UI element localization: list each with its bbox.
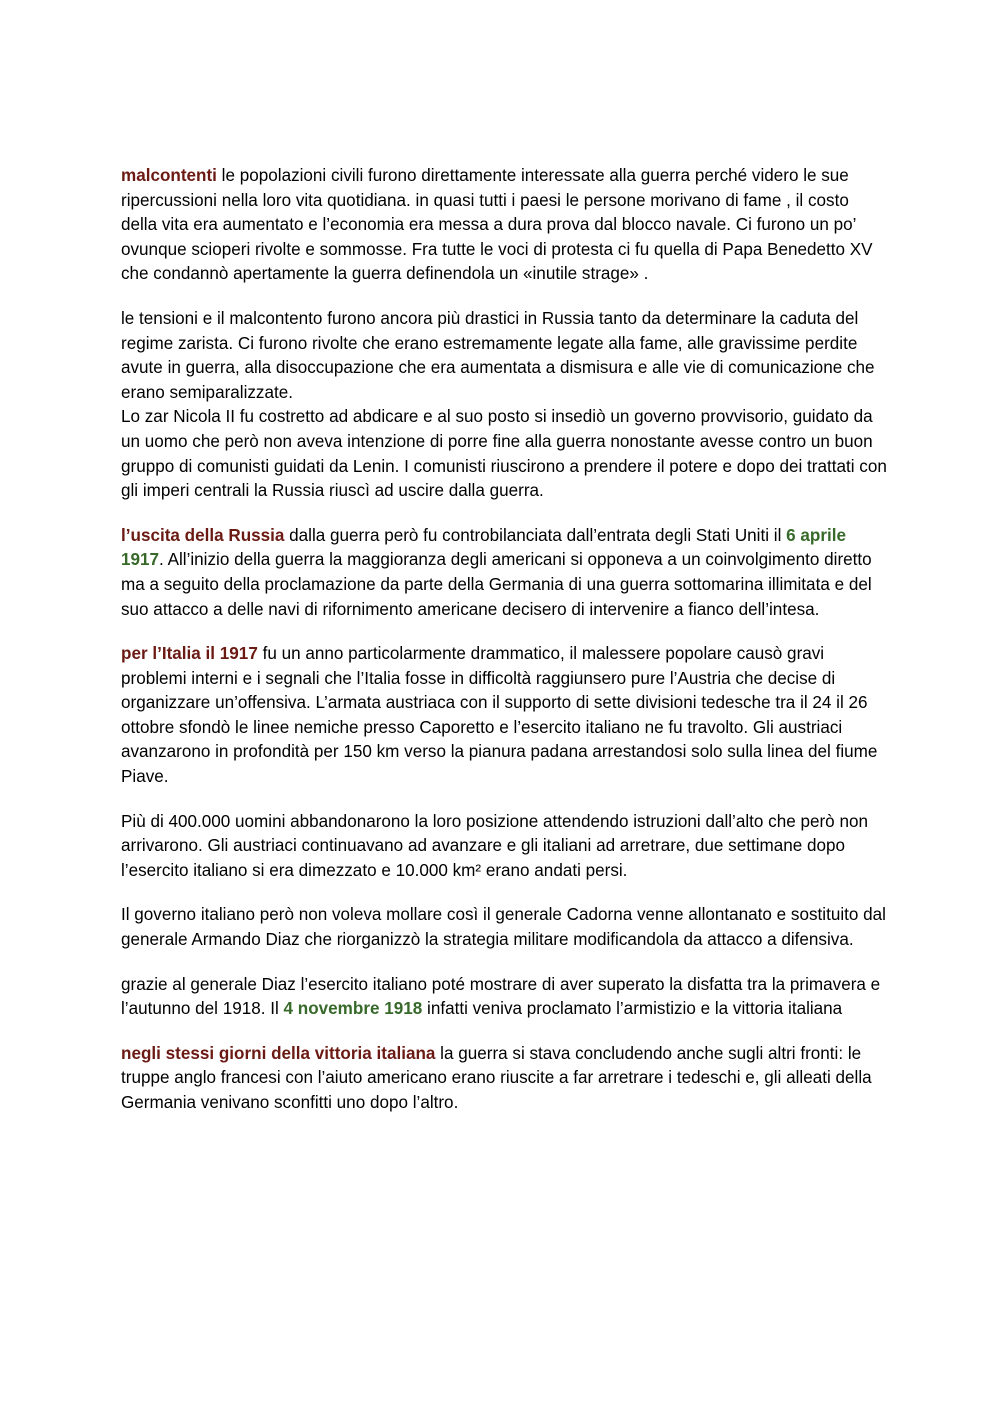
paragraph-caporetto-losses [121, 810, 889, 884]
paragraph-lead: per l’Italia il 1917 [121, 644, 258, 664]
document-body [121, 164, 889, 1136]
paragraph-lead: malcontenti [121, 166, 217, 185]
paragraph-text: Più di 400.000 uomini abbandonarono la loro posizione attendendo istruzioni dall’alto che però non arrivarono. Gli austriaci continuavano ad avanzare e gli italiani ad arretrare, due settimane dopo l’esercito italiano si era dimezzato e 10.000 km² erano andati persi. [121, 811, 868, 880]
paragraph-altri-fronti [121, 1042, 889, 1116]
paragraph-text: le popolazioni civili furono direttamente interessate alla guerra perché videro le sue ripercussioni nella loro vita quotidiana. in quasi tutti i paesi le persone morivano di fame , il costo della vita era aumentato e l’economia era messa a dura prova dal blocco navale. Ci furono un po’ ovunque scioperi rivolte e sommosse. Fra tutte le voci di protesta ci fu quella di Papa Benedetto XV che condannò apertamente la guerra definendola un «inutile strage» . [121, 166, 873, 284]
paragraph-text: . All’inizio della guerra la maggioranza degli americani si opponeva a un coinvolgimento diretto ma a seguito della proclamazione da parte della Germania di una guerra sottomarina illimitata e del suo attacco a delle navi di rifornimento americane decisero di intervenire a fianco dell’intesa. [121, 550, 872, 619]
paragraph-text: Lo zar Nicola II fu costretto ad abdicare e al suo posto si insediò un governo provvisorio, guidato da un uomo che però non aveva intenzione di porre fine alla guerra nonostante avesse contro un buon gruppo di comunisti guidati da Lenin. I comunisti riuscirono a prendere il potere e dopo dei trattati con gli imperi centrali la Russia riuscì ad uscire dalla guerra. [121, 407, 887, 501]
paragraph-lead: l’uscita della Russia [121, 525, 285, 545]
paragraph-armistizio [121, 973, 889, 1022]
paragraph-cadorna-diaz [121, 903, 889, 952]
paragraph-text: grazie al generale Diaz l’esercito italiano poté mostrare di aver superato la disfatta tra la primavera e l’autunno del 1918. Il [121, 974, 881, 1019]
paragraph-text: dalla guerra però fu controbilanciata dall’entrata degli Stati Uniti il [284, 525, 787, 545]
paragraph-uscita-russia [121, 524, 889, 622]
paragraph-text: fu un anno particolarmente drammatico, il malessere popolare causò gravi problemi interni e i segnali che l’Italia fosse in difficoltà raggiunsero pure l’Austria che decise di organizzare un’offensiva. L’armata austriaca con il supporto di sette divisioni tedesche tra il 24 il 26 ottobre sfondò le linee nemiche presso Caporetto e l’esercito italiano ne fu travolto. Gli austriaci avanzarono in profondità per 150 km verso la pianura padana arrestandosi solo sulla linea del fiume Piave. [121, 644, 878, 787]
paragraph-lead: negli stessi giorni della vittoria italiana [121, 1043, 436, 1063]
paragraph-zar-nicola [121, 405, 889, 503]
paragraph-text: le tensioni e il malcontento furono ancora più drastici in Russia tanto da determinare la caduta del regime zarista. Ci furono rivolte che erano estremamente legate alla fame, alle gravissime perdite avute in guerra, alla disoccupazione che era aumentata a dismisura e alle vie di comunicazione che erano semiparalizzate. [121, 308, 875, 402]
paragraph-russia-tensions [121, 307, 889, 405]
paragraph-text: Il governo italiano però non voleva mollare così il generale Cadorna venne allontanato e sostituito dal generale Armando Diaz che riorganizzò la strategia militare modificandola da attacco a difensiva. [121, 905, 886, 950]
paragraph-italia-1917 [121, 642, 889, 790]
paragraph-malcontenti [121, 164, 889, 287]
highlighted-date: 6 aprile 1917 [121, 525, 847, 570]
highlighted-date: 4 novembre 1918 [283, 999, 423, 1019]
paragraph-text: infatti veniva proclamato l’armistizio e la vittoria italiana [422, 999, 843, 1019]
paragraph-text: la guerra si stava concludendo anche sugli altri fronti: le truppe anglo francesi con l’aiuto americano erano riuscite a far arretrare i tedeschi e, gli alleati della Germania venivano sconfitti uno dopo l’altro. [121, 1043, 872, 1112]
